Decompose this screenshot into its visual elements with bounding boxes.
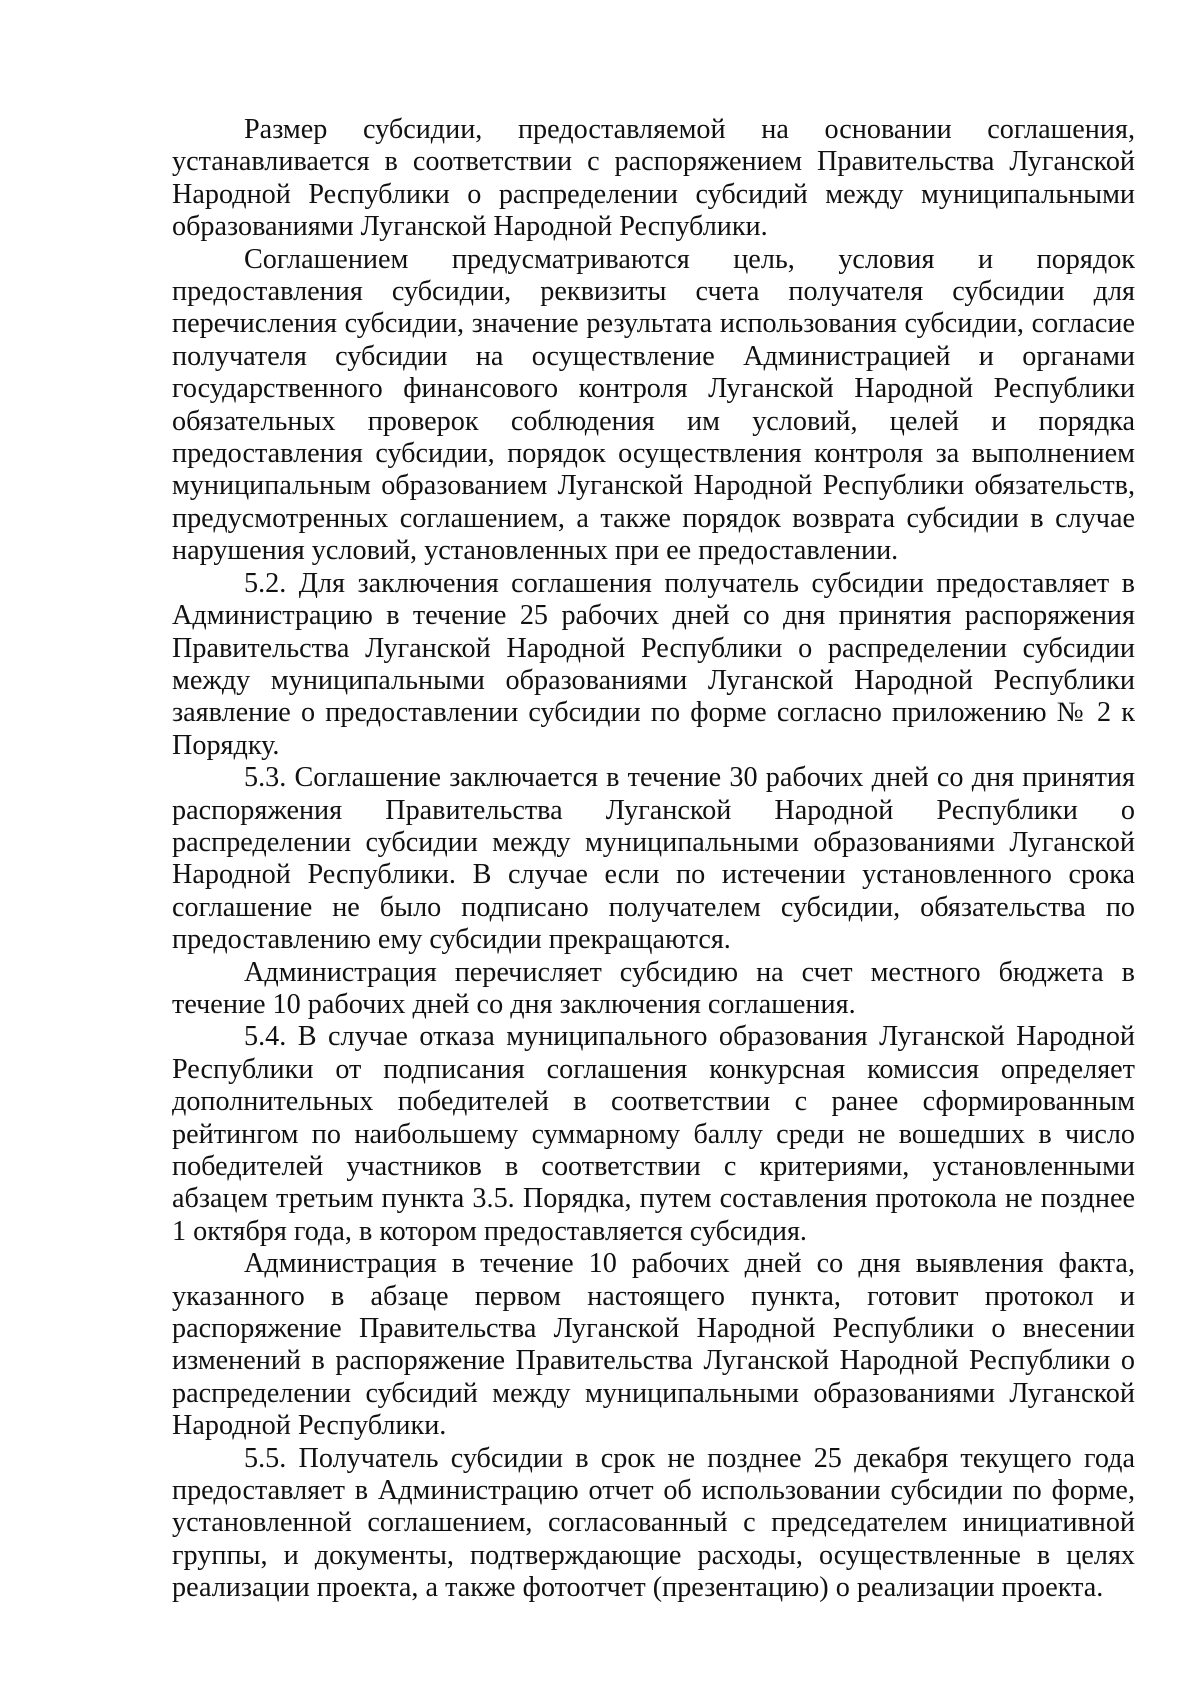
paragraph-subsidy-amount: Размер субсидии, предоставляемой на основании соглашения, устанавливается в соответствии с распоряжением Правительства Луганской Народной Республики о распределении субсидий между муниципальными образованиями Луганской Народной Республики. [172,114,1135,243]
paragraph-protocol: Администрация в течение 10 рабочих дней со дня выявления факта, указанного в абзаце первом настоящего пункта, готовит протокол и распоряжение Правительства Луганской Народной Республики о внесении изменений в распоряжение Правительства Луганской Народной Республики о распределении субсидий между муниципальными образованиями Луганской Народной Республики. [172,1248,1135,1442]
document-body [172,114,1135,1605]
paragraph-5-4: 5.4. В случае отказа муниципального образования Луганской Народной Республики от подписания соглашения конкурсная комиссия определяет дополнительных победителей в соответствии с ранее сформированным рейтингом по наибольшему суммарному баллу среди не вошедших в число победителей участников в соответствии с критериями, установленными абзацем третьим пункта 3.5. Порядка, путем составления протокола не позднее 1 октября года, в котором предоставляется субсидия. [172,1021,1135,1247]
paragraph-5-3: 5.3. Соглашение заключается в течение 30 рабочих дней со дня принятия распоряжения Правительства Луганской Народной Республики о распределении субсидии между муниципальными образованиями Луганской Народной Республики. В случае если по истечении установленного срока соглашение не было подписано получателем субсидии, обязательства по предоставлению ему субсидии прекращаются. [172,762,1135,956]
paragraph-5-2: 5.2. Для заключения соглашения получатель субсидии предоставляет в Администрацию в течение 25 рабочих дней со дня принятия распоряжения Правительства Луганской Народной Республики о распределении субсидии между муниципальными образованиями Луганской Народной Республики заявление о предоставлении субсидии по форме согласно приложению № 2 к Порядку. [172,567,1135,761]
paragraph-agreement-terms: Соглашением предусматриваются цель, условия и порядок предоставления субсидии, реквизиты счета получателя субсидии для перечисления субсидии, значение результата использования субсидии, согласие получателя субсидии на осуществление Администрацией и органами государственного финансового контроля Луганской Народной Республики обязательных проверок соблюдения им условий, целей и порядка предоставления субсидии, порядок осуществления контроля за выполнением муниципальным образованием Луганской Народной Республики обязательств, предусмотренных соглашением, а также порядок возврата субсидии в случае нарушения условий, установленных при ее предоставлении. [172,243,1135,567]
paragraph-5-5: 5.5. Получатель субсидии в срок не позднее 25 декабря текущего года предоставляет в Администрацию отчет об использовании субсидии по форме, установленной соглашением, согласованный с председателем инициативной группы, и документы, подтверждающие расходы, осуществленные в целях реализации проекта, а также фотоотчет (презентацию) о реализации проекта. [172,1442,1135,1604]
paragraph-transfer: Администрация перечисляет субсидию на счет местного бюджета в течение 10 рабочих дней со дня заключения соглашения. [172,956,1135,1020]
